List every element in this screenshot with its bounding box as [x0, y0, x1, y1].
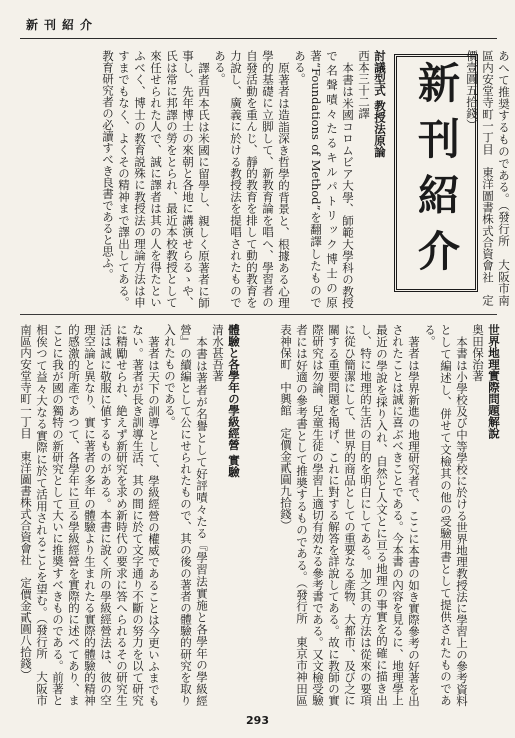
review-paragraph: 本書は米國コロムビア大學、師範大學科の教授で名聲嘖々たるキルパトリック博士の原著“Foundations of Method”を翻譯したものである。 — [293, 50, 355, 308]
review-author: 西本三十二譯 — [357, 50, 371, 119]
continuation-paragraph: あへて推奨するものである。（發行所 大阪市南區内安堂寺町一丁目 東洋圖書株式合資會社 定價壹圓五拾錢） — [465, 50, 511, 306]
review-geography — [250, 324, 502, 706]
continuation-text — [465, 50, 512, 306]
review-title: 世界地理實際問題解說 — [487, 324, 501, 439]
review-paragraph: 本書は著者が名譽として好評嘖々たる『學習法實施と各學年の學級經營』の續編として公にせられたもので、其の後の著者の體驗的研究を取り入れたものである。 — [163, 324, 209, 706]
review-dewey — [36, 50, 388, 308]
review-paragraph: 本書は小學校及び中等學校に於ける世界地理教授法に學習上の參考資料として編述し、併せて文檢其の他の受驗用書として提供されたものである。 — [423, 324, 469, 706]
review-paragraph: 著者は學界新進の地理研究者で、ここに本書の如き實際參考の好著を出されたことは誠に喜ぶべきことである。今本書の內容を見るに、地理學上最近の學說を採り入れ、自然と人文とに亘る地理の事實を的確に描き出し、特に地理的生活の目的を明白にしてある。加之其の方法は從來の要項に從ひ簡潔にして、世界的商品としての重要なる產物、大都市、及び之に關する重要問題を揭げ、これに對する解答を詳說してある。故に教師の實際研究は勿論、兒童生徒の學習上適切有効なる參考書である。又文檢受驗者には好適の參考書として推奬するものである。（發行所 東京市神田區表神保町 中興館 定價金貳圓九拾錢） — [279, 324, 421, 706]
page-title: 新刊紹介 — [412, 61, 461, 285]
review-title: 體驗と各學年の學級經營 實驗 — [227, 324, 241, 478]
review-paragraph: 著者は天下の訓導として、學級經營の權威であることは今更いふまでもない。著者が長き訓導生活、其の間に於て文字通り不斷の努力を以て研究に精勵せられ、絶えず新研究を求め新時代の要求に答へられるその研究生活は誠に敬服に値するものがある。本書に說く所の學級經營法は、彼の空理空論と異なり、實に著者の多年の體驗より生まれたる實際的體驗的精神的感激的所產であつて、各學年に亘る學級經營を實際的に述べてあり、まことに我が國の獨特の新研究として大いに推奬すべきものである。前著と相俟つて益々大なる實際に於て活用されることを望む。（發行所 大阪市南區内安堂寺町一丁目 東洋圖書株式合資會社 定價金貳圓八拾錢） — [19, 324, 161, 706]
review-paragraph: 譯者西本氏は米國に留學し、親しく原著者に師事し、先年博士の來朝と各地に講演せらるゝや、氏は常に邦譯の勞をとられ、最近本校教授として來任せられた人で、誠に譯者は其の人を得たといふべく、博士の教育説殊に教授法の理論方法は申すまでもなく、よくその精神まで譯出してある。教育研究者の必讀すべき良書であると思ふ。 — [101, 50, 211, 308]
review-title: 討議型式 教授法原論 — [373, 50, 387, 158]
title-box — [394, 54, 478, 292]
running-head: 新刊紹介 — [26, 18, 99, 32]
review-author: 奥田保治著 — [471, 324, 485, 382]
review-author: 清水甚吾著 — [211, 324, 225, 382]
top-rule — [20, 38, 497, 39]
page-number: 293 — [246, 714, 269, 727]
review-paragraph: 原著者は造詣深き哲學的背景と、根據ある心理學的基礎に立脚して、新教育論を唱へ、學習者の自發活動を重んじ、靜的教育を排して動的教育を力說し、廣義に於ける教授法を提唱されたものである。 — [213, 50, 291, 308]
middle-rule — [20, 314, 497, 315]
review-shimizu — [20, 324, 242, 706]
